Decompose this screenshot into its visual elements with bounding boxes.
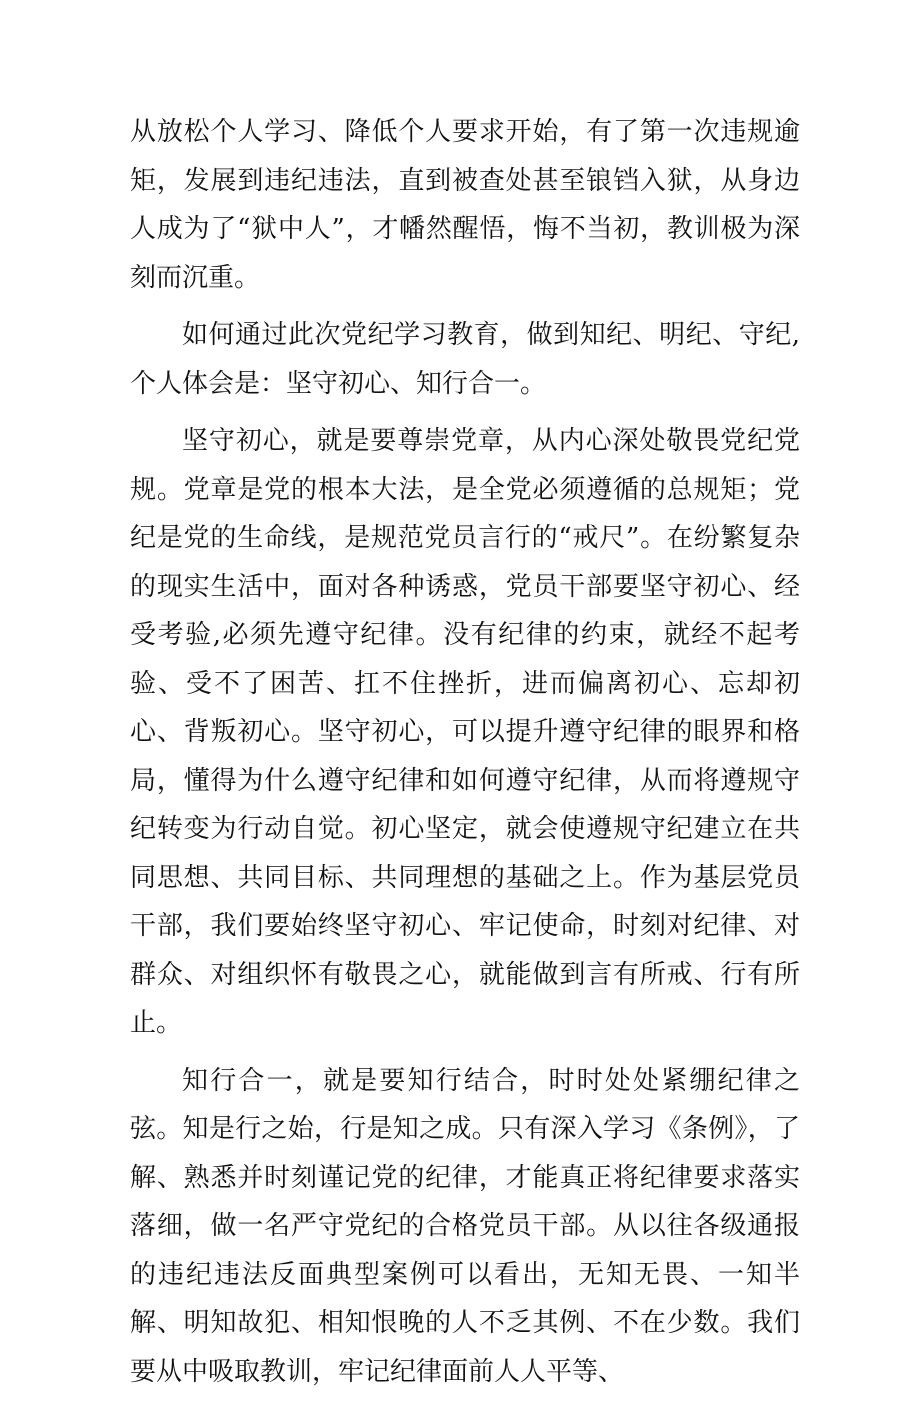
paragraph-3: 坚守初心，就是要尊崇党章，从内心深处敬畏党纪党规。党章是党的根本大法，是全党必须遵循的总规矩；党纪是党的生命线，是规范党员言行的“戒尺”。在纷繁复杂的现实生活中，面对各种诱惑，党员干部要坚守初心、经受考验,必须先遵守纪律。没有纪律的约束，就经不起考验、受不了困苦、扛不住挫折，进而偏离初心、忘却初心、背叛初心。坚守初心，可以提升遵守纪律的眼界和格局，懂得为什么遵守纪律和如何遵守纪律，从而将遵规守纪转变为行动自觉。初心坚定，就会使遵规守纪建立在共同思想、共同目标、共同理想的基础之上。作为基层党员干部，我们要始终坚守初心、牢记使命，时刻对纪律、对群众、对组织怀有敬畏之心，就能做到言有所戒、行有所止。 [130, 426, 800, 1038]
paragraph-4: 知行合一，就是要知行结合，时时处处紧绷纪律之弦。知是行之始，行是知之成。只有深入学习《条例》，了解、熟悉并时刻谨记党的纪律，才能真正将纪律要求落实落细，做一名严守党纪的合格党员干部。从以往各级通报的违纪违法反面典型案例可以看出，无知无畏、一知半解、明知故犯、相知恨晚的人不乏其例、不在少数。我们要从中吸取教训，牢记纪律面前人人平等、 [130, 1065, 800, 1387]
paragraph-2: 如何通过此次党纪学习教育，做到知纪、明纪、守纪,个人体会是：坚守初心、知行合一。 [130, 320, 800, 399]
paragraph-1: 从放松个人学习、降低个人要求开始，有了第一次违规逾矩，发展到违纪违法，直到被查处甚至锒铛入狱，从身边人成为了“狱中人”，才幡然醒悟，悔不当初，教训极为深刻而沉重。 [130, 117, 800, 293]
document-body [130, 108, 800, 1405]
